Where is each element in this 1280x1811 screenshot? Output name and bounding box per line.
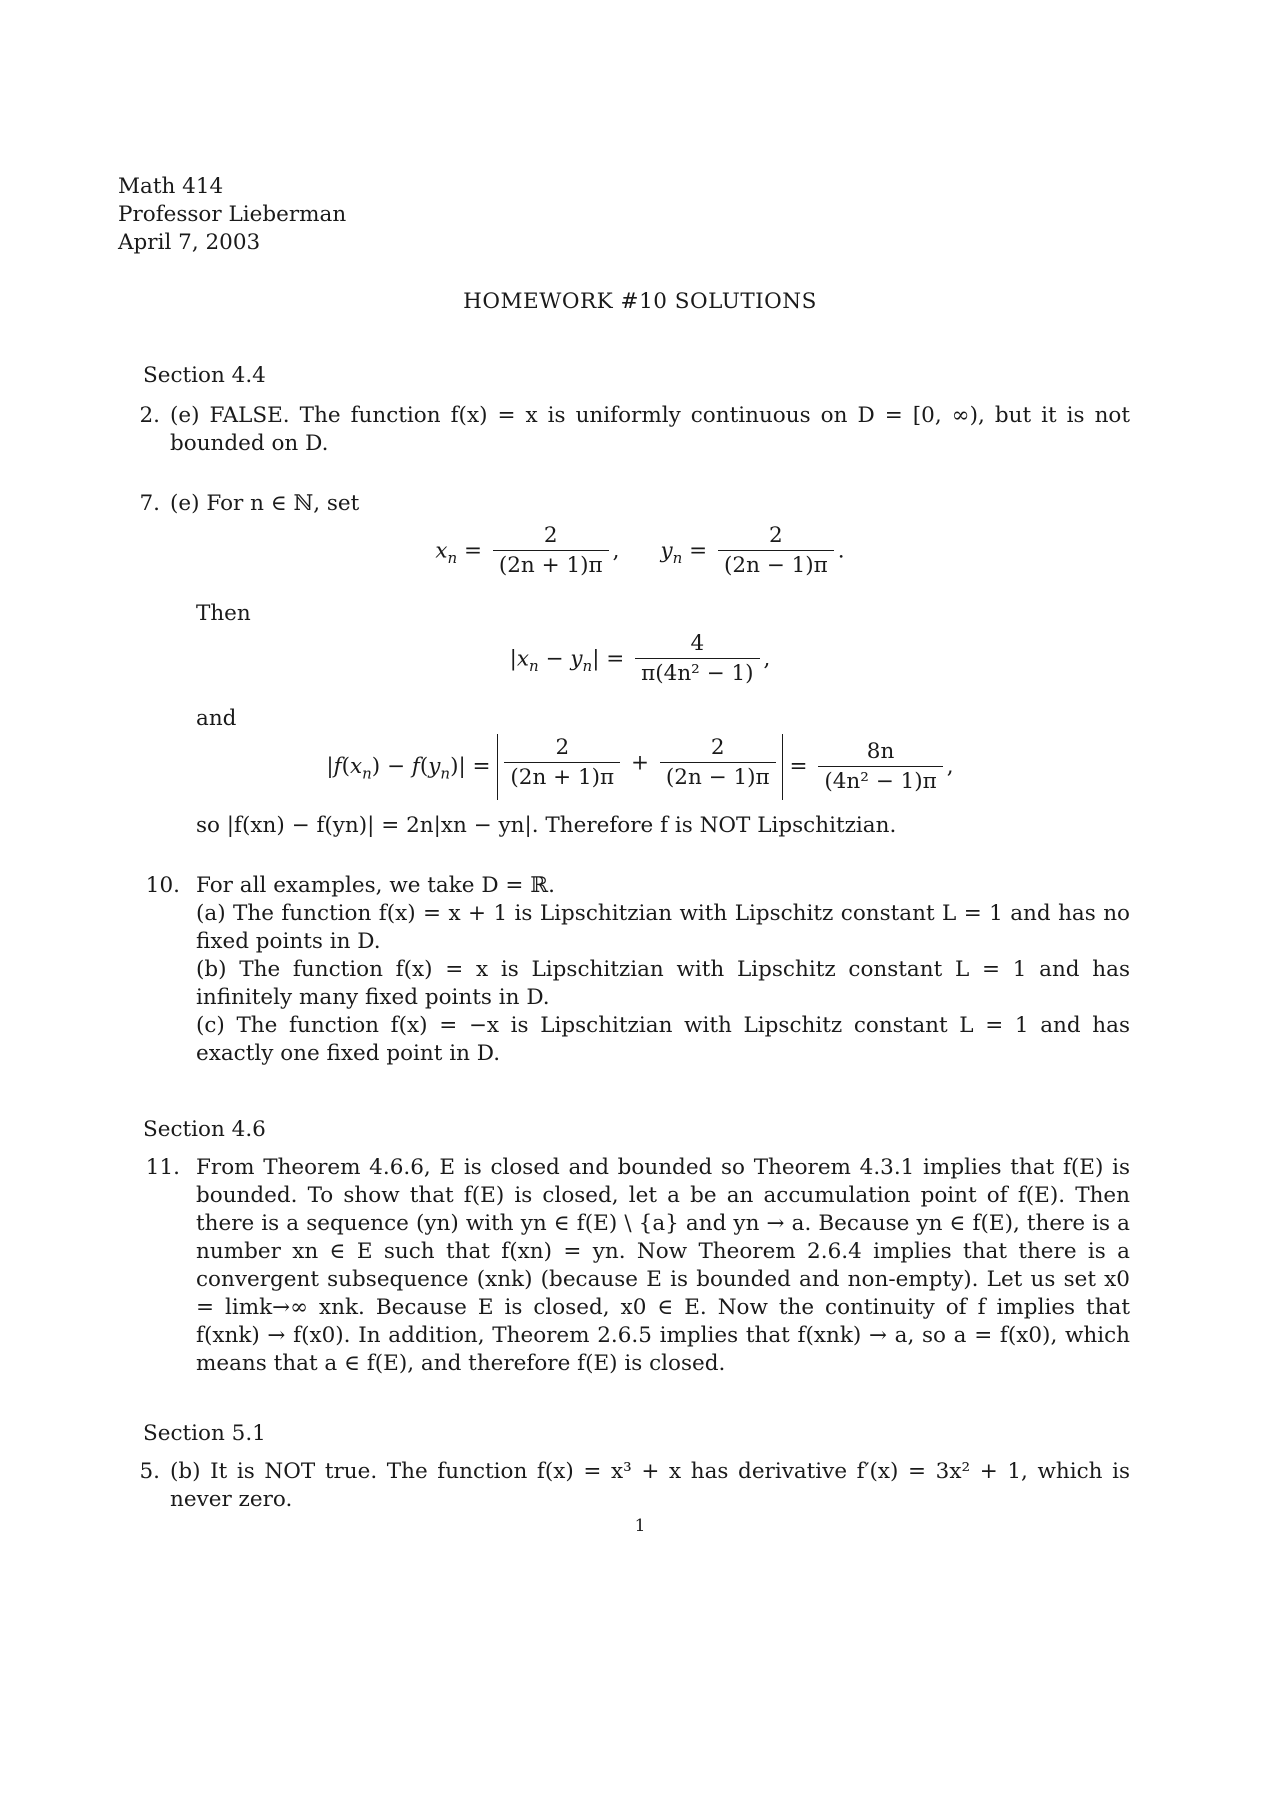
problem-text: From Theorem 4.6.6, E is closed and bounded so Theorem 4.3.1 implies that f(E) is bounded. To show that f(E) is closed, let a be an accumulation point of f(E). Then there is a sequence (yn) with yn ∈ f(E) \ {a} and yn → a. Because yn ∈ f(E), there is a number xn ∈ E such that f(xn) = yn. Now Theorem 2.6.4 implies that there is a convergent subsequence (xnk) (because E is bounded and non-empty). Let us set x0 = limk→∞ xnk. Because E is closed, x0 ∈ E. Now the continuity of f implies that f(xnk) → f(x0). In addition, Theorem 2.6.5 implies that f(xnk) → a, so a = f(x0), which means that a ∈ f(E), and therefore f(E) is closed.	[196, 1155, 1130, 1376]
problem-lead: (e) For n ∈ ℕ, set	[170, 491, 360, 516]
eq-symbol: x	[435, 538, 448, 564]
problem-number: 11.	[145, 1155, 180, 1180]
section-heading: Section 4.6	[143, 1117, 266, 1142]
problem-text: (b) It is NOT true. The function f(x) = x³ + x has derivative f′(x) = 3x² + 1, which is never zero.	[170, 1459, 1130, 1512]
document-title: HOMEWORK #10 SOLUTIONS	[463, 289, 817, 314]
absolute-value: $\frac{2}{(2n + 1)\pi}$ + $\frac{2}{(2n - 1)\pi}$	[497, 734, 782, 800]
fraction: $\frac{8n}{\text{(4n² − 1)π}}$	[818, 738, 942, 797]
problem-number: 2.	[139, 403, 160, 428]
problem-5-1-5	[139, 1458, 1130, 1514]
fraction: $\frac{2}{(2n + 1)\pi}$	[504, 734, 620, 793]
problem-lead: For all examples, we take D = ℝ.	[196, 873, 555, 898]
conclusion-text: so |f(xn) − f(yn)| = 2n|xn − yn|. Therefore f is NOT Lipschitzian.	[196, 813, 897, 838]
course-name: Math 414	[118, 174, 224, 199]
problem-4-4-7	[139, 490, 1130, 518]
and-label: and	[196, 706, 237, 731]
problem-number: 10.	[145, 873, 180, 898]
then-label: Then	[196, 601, 251, 626]
fraction: $\frac{4}{\text{π(4n² − 1)}}$	[635, 630, 759, 689]
eq-symbol: y	[660, 538, 673, 564]
equation-xn-yn: $x_n$ = $\frac{2}{(2n + 1)\pi}$ , $y_n$ = $\frac{2}{(2n - 1)\pi}$ .	[0, 522, 1280, 581]
section-heading: Section 5.1	[143, 1421, 266, 1446]
fraction: $\frac{2}{(2n - 1)\pi}$	[718, 522, 834, 581]
problem-number: 5.	[139, 1459, 160, 1484]
equation-function-difference: $|f(x_n) - f(y_n)|$ = $\frac{2}{(2n + 1)\pi}$ + $\frac{2}{(2n - 1)\pi}$ = $\frac{8n}{\text{(4n² − 1)π}}$ ,	[0, 734, 1280, 800]
problem-4-6-11	[145, 1154, 1130, 1378]
equation-difference: $|x_n - y_n|$ = $\frac{4}{\text{π(4n² − 1)}}$ ,	[0, 630, 1280, 689]
fraction: $\frac{2}{(2n + 1)\pi}$	[493, 522, 609, 581]
fraction: $\frac{2}{(2n - 1)\pi}$	[660, 734, 776, 793]
page-number: 1	[634, 1516, 646, 1536]
document-date: April 7, 2003	[118, 230, 261, 255]
problem-number: 7.	[139, 491, 160, 516]
problem-part-c: (c) The function f(x) = −x is Lipschitzian with Lipschitz constant L = 1 and has exactly one fixed point in D.	[196, 1013, 1130, 1066]
problem-4-4-2	[139, 402, 1130, 458]
document-header	[118, 173, 346, 257]
problem-part-a: (a) The function f(x) = x + 1 is Lipschitzian with Lipschitz constant L = 1 and has no fixed points in D.	[196, 901, 1130, 954]
section-heading: Section 4.4	[143, 363, 266, 388]
problem-4-4-10	[145, 872, 1130, 1068]
problem-part-b: (b) The function f(x) = x is Lipschitzian with Lipschitz constant L = 1 and has infinitely many fixed points in D.	[196, 957, 1130, 1010]
problem-text: (e) FALSE. The function f(x) = x is uniformly continuous on D = [0, ∞), but it is not bounded on D.	[170, 403, 1130, 456]
professor-name: Professor Lieberman	[118, 202, 347, 227]
